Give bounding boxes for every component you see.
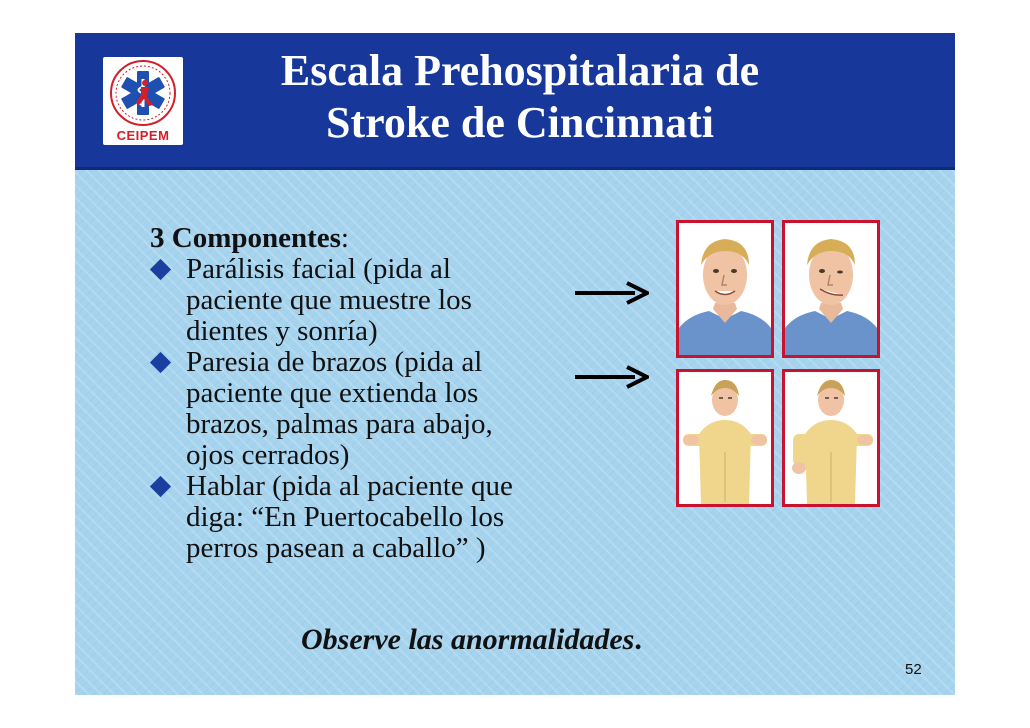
list-item-line: diga: “En Puertocabello los: [186, 501, 505, 533]
photo-face-normal: [676, 220, 774, 358]
components-list: [150, 223, 610, 564]
slide: [75, 33, 955, 695]
title-line-1: Escala Prehospitalaria de: [280, 46, 760, 95]
diamond-bullet-icon: [150, 352, 171, 373]
components-heading: [150, 223, 610, 254]
diamond-bullet-icon: [150, 259, 171, 280]
closing-statement: [301, 623, 642, 657]
face-illustration-icon: [785, 223, 877, 355]
components-heading-colon: :: [340, 222, 349, 254]
logo-text: CEIPEM: [116, 128, 170, 143]
list-item-arms: [150, 347, 610, 471]
closing-period: .: [634, 623, 642, 656]
arms-illustration-icon: [679, 372, 771, 504]
arms-illustration-icon: [785, 372, 877, 504]
list-item-line: Parálisis facial (pida al: [186, 253, 451, 285]
list-item-facial: [150, 254, 610, 347]
list-item-line: dientes y sonría): [186, 315, 378, 347]
page-number: 52: [905, 661, 922, 678]
slide-title: [190, 45, 850, 149]
list-item-line: Hablar (pida al paciente que: [186, 470, 513, 502]
slide-header: [75, 33, 955, 170]
list-item-line: ojos cerrados): [186, 439, 350, 471]
right-arrow-icon: [575, 364, 649, 390]
list-item-line: paciente que extienda los: [186, 377, 479, 409]
photo-face-droop: [782, 220, 880, 358]
ceipem-logo: [103, 57, 183, 145]
diamond-bullet-icon: [150, 476, 171, 497]
photo-arms-normal: [676, 369, 774, 507]
face-illustration-icon: [679, 223, 771, 355]
components-heading-strong: 3 Componentes: [150, 222, 341, 254]
list-item-line: perros pasean a caballo” ): [186, 532, 486, 564]
title-line-2: Stroke de Cincinnati: [326, 98, 714, 147]
right-arrow-icon: [575, 280, 649, 306]
list-item-line: paciente que muestre los: [186, 284, 472, 316]
closing-italic: Observe las anormalidades: [301, 623, 635, 656]
list-item-speech: [150, 471, 610, 564]
photo-arms-drift: [782, 369, 880, 507]
list-item-line: Paresia de brazos (pida al: [186, 346, 483, 378]
list-item-line: brazos, palmas para abajo,: [186, 408, 493, 440]
